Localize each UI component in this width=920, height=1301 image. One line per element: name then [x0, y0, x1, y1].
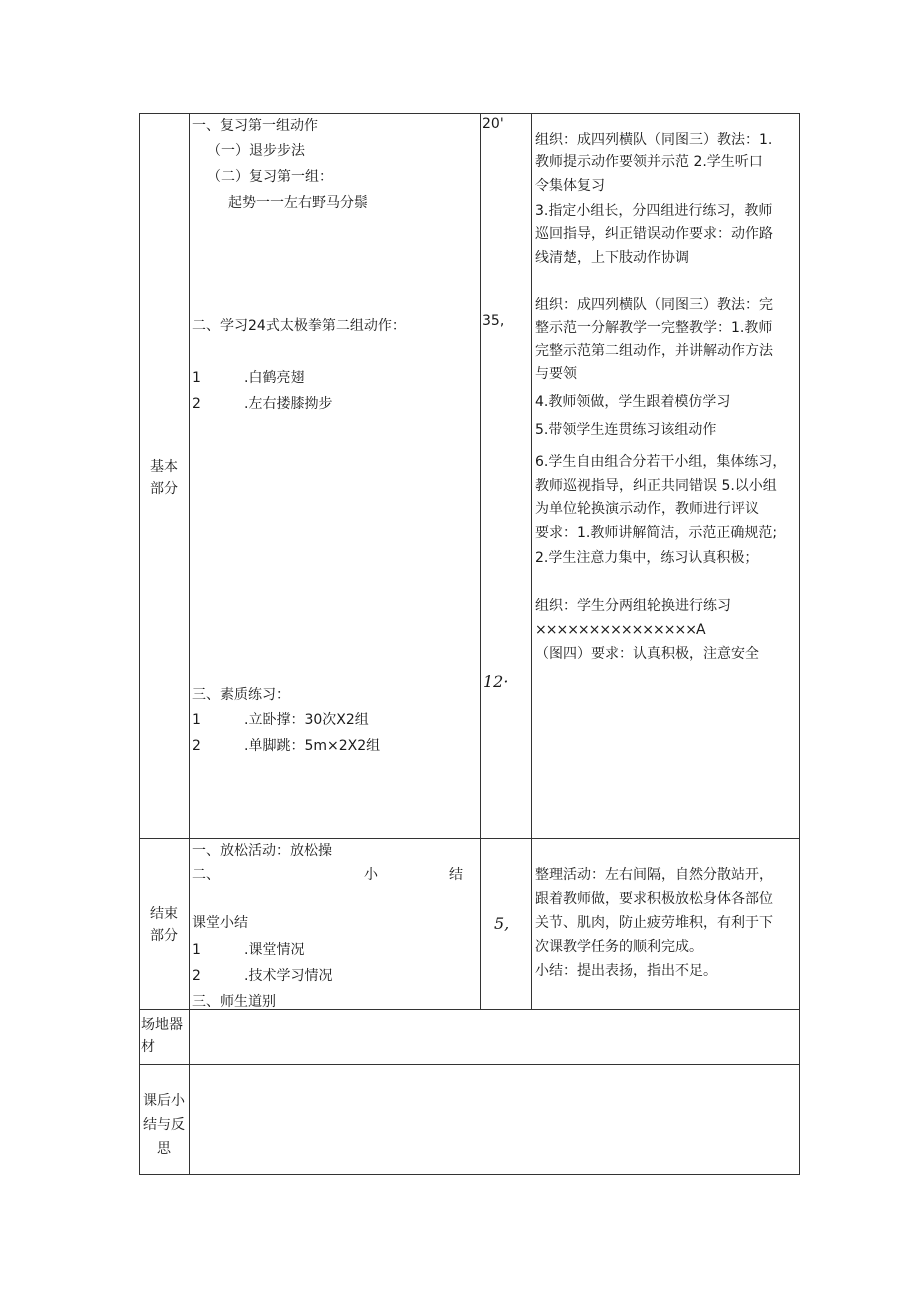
method-line: 要求：1.教师讲解简洁，示范正确规范;	[535, 525, 778, 541]
farewell-line-clip	[190, 990, 479, 1008]
end-method-line: 小结：提出表扬，指出不足。	[535, 963, 717, 979]
column-divider-time	[531, 113, 532, 1009]
end-method-line: 跟着教师做，要求积极放松身体各部位	[535, 891, 773, 907]
time-end: 5,	[494, 914, 510, 933]
method-line: 组织：学生分两组轮换进行练习	[535, 598, 731, 614]
time-learn: 35,	[482, 313, 505, 329]
table-border-right	[799, 113, 800, 1175]
method-line: 5.带领学生连贯练习该组动作	[535, 422, 717, 438]
method-line: 组织：成四列横队（同图三）教法：1.	[535, 132, 773, 148]
method-line: 教师提示动作要领并示范 2.学生听口	[535, 154, 763, 170]
review-group-one-title: 一、复习第一组动作	[192, 118, 318, 134]
summary-item-text: .课堂情况	[244, 942, 305, 958]
method-line: 4.教师领做，学生跟着模仿学习	[535, 394, 731, 410]
method-line: 为单位轮换演示动作，教师进行评议	[535, 501, 759, 517]
method-line: 3.指定小组长，分四组进行练习，教师	[535, 203, 773, 219]
end-method-line: 次课教学任务的顺利完成。	[535, 939, 703, 955]
review-retreat-step: （一）退步步法	[207, 143, 305, 159]
summary-item-number: 2	[192, 968, 201, 984]
method-line: 完整示范第二组动作，并讲解动作方法	[535, 343, 773, 359]
basic-part-label: 基本 部分	[150, 459, 178, 497]
method-line: 整示范一分解教学一完整教学：1.教师	[535, 320, 773, 336]
method-line: （图四）要求：认真积极，注意安全	[535, 646, 759, 662]
row-divider-basic-end	[139, 838, 800, 839]
method-line: 令集体复习	[535, 178, 605, 194]
formation-diagram: ×××××××××××××××A	[535, 622, 705, 638]
row-divider-venue-reflection	[139, 1064, 800, 1065]
time-fitness: 12·	[483, 672, 509, 691]
learn-item-number: 2	[192, 396, 201, 412]
summary-heading-char: 小	[364, 867, 378, 883]
relax-activity: 一、放松活动：放松操	[192, 843, 332, 859]
summary-heading-prefix: 二、	[192, 867, 220, 883]
method-line: 组织：成四列横队（同图三）教法：完	[535, 297, 773, 313]
fitness-item-text: .单脚跳：5m×2X2组	[244, 738, 381, 754]
fitness-item-number: 1	[192, 712, 201, 728]
table-border-top	[139, 113, 800, 114]
learn-item-text: .左右搂膝拗步	[244, 396, 333, 412]
table-border-bottom	[139, 1174, 800, 1175]
fitness-item-text: .立卧撑：30次X2组	[244, 712, 369, 728]
farewell-line: 三、师生道别	[192, 994, 276, 1008]
learn-group-two-title: 二、学习24式太极拳第二组动作：	[192, 318, 406, 334]
end-method-line: 关节、肌肉，防止疲劳堆积，有利于下	[535, 915, 773, 931]
method-line: 教师巡视指导，纠正共同错误 5.以小组	[535, 478, 777, 494]
summary-item-number: 1	[192, 942, 201, 958]
time-review: 20'	[482, 116, 504, 132]
end-part-label: 结束 部分	[150, 906, 178, 944]
review-moves-sequence: 起势一一左右野马分鬃	[228, 195, 368, 211]
fitness-practice-title: 三、素质练习：	[192, 687, 290, 703]
class-summary: 课堂小结	[192, 915, 248, 931]
summary-heading-char: 结	[449, 867, 463, 883]
method-line: 2.学生注意力集中，练习认真积极；	[535, 550, 759, 566]
method-line: 6.学生自由组合分若干小组，集体练习，	[535, 454, 787, 470]
table-border-left	[139, 113, 140, 1175]
row-divider-end-venue	[139, 1009, 800, 1010]
venue-equipment-label: 场地器 材	[141, 1017, 183, 1055]
column-divider-content	[480, 113, 481, 1009]
column-divider-label	[189, 113, 190, 1175]
method-line: 线清楚，上下肢动作协调	[535, 250, 689, 266]
method-line: 巡回指导，纠正错误动作要求：动作路	[535, 226, 773, 242]
learn-item-text: .白鹤亮翅	[244, 370, 305, 386]
review-group-one-sub: （二）复习第一组：	[207, 169, 333, 185]
fitness-item-number: 2	[192, 738, 201, 754]
learn-item-number: 1	[192, 370, 201, 386]
summary-item-text: .技术学习情况	[244, 968, 333, 984]
end-method-line: 整理活动：左右间隔，自然分散站开，	[535, 867, 773, 883]
post-class-reflection-label: 课后小 结与反 思	[143, 1093, 185, 1157]
method-line: 与要领	[535, 366, 577, 382]
